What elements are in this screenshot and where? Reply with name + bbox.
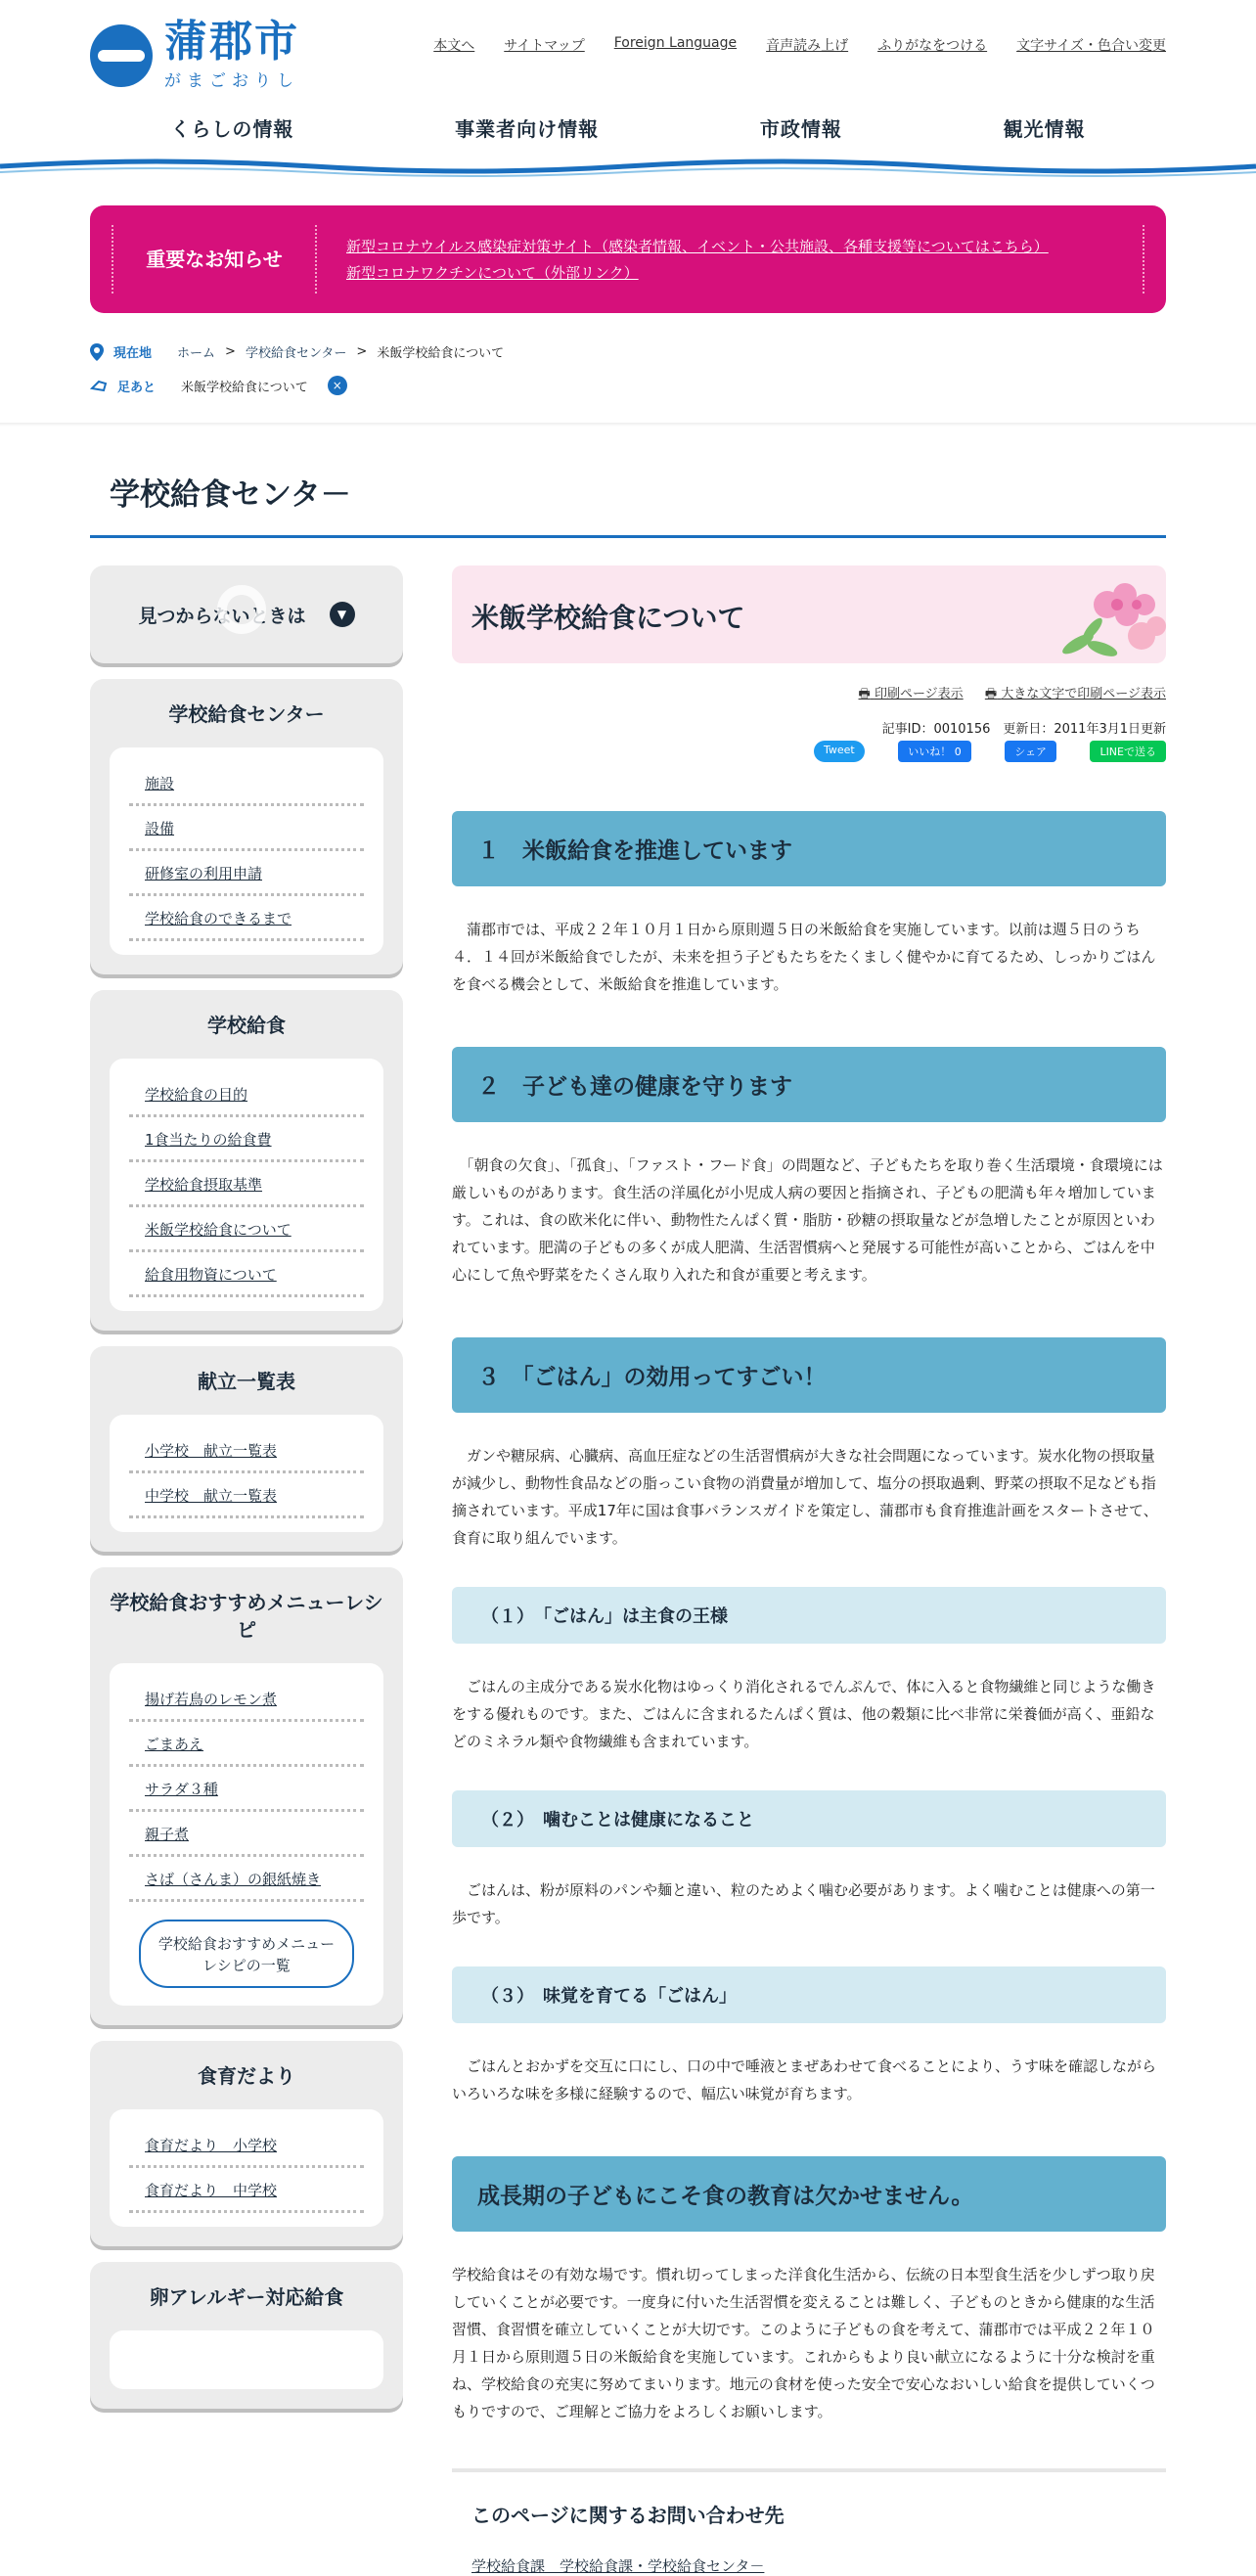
close-icon[interactable]: × (328, 376, 347, 395)
print-links (452, 683, 1166, 706)
sidebar-link[interactable]: 親子煮 (129, 1812, 364, 1857)
font-size-color-link[interactable]: 文字サイズ・色合い変更 (1016, 38, 1166, 54)
share-button[interactable]: シェア (1005, 741, 1056, 762)
sidebar-box-center (90, 679, 403, 974)
breadcrumb-separator: > (225, 344, 236, 359)
footprint-label: 足あと (117, 380, 157, 395)
footprint-icon (90, 379, 108, 392)
print-large-link[interactable] (985, 687, 1166, 701)
sidebar-link[interactable]: 揚げ若鳥のレモン煮 (129, 1677, 364, 1722)
line-share-button[interactable]: LINEで送る (1090, 741, 1166, 762)
sidebar-box-title: 食育だより (198, 2064, 295, 2088)
sidebar-link[interactable]: 給食用物資について (129, 1252, 364, 1297)
notice-link-covid-site[interactable]: 新型コロナウイルス感染症対策サイト（感染者情報、イベント・公共施設、各種支援等についてはこちら） (346, 238, 1049, 255)
furigana-link[interactable]: ふりがなをつける (877, 38, 988, 54)
read-aloud-link[interactable]: 音声読み上げ (766, 38, 849, 54)
article-paragraph: ごはんの主成分である炭水化物はゆっくり消化されるでんぷんで、体に入ると食物繊維と同じような働きをする優れものです。また、ごはんに含まれるたんぱく質は、他の穀類に比べ非常に栄養価が高く、亜鉛などのミネラル類や食物繊維も含まれています。 (452, 1678, 1156, 1750)
social-buttons (452, 741, 1166, 762)
logo-kanji: 蒲郡市 (164, 17, 299, 67)
article (452, 565, 1166, 2576)
breadcrumb-home[interactable]: ホーム (177, 346, 216, 361)
breadcrumb-separator: > (356, 344, 368, 359)
important-notice (90, 205, 1166, 313)
article-meta: 記事ID：0010156 更新日：2011年3月1日更新 (881, 722, 1166, 737)
recipe-list-button[interactable]: 学校給食おすすめメニューレシピの一覧 (139, 1920, 354, 1988)
printer-icon: 🖶 (858, 687, 871, 701)
sitemap-link[interactable]: サイトマップ (504, 38, 585, 54)
sidebar-box-title: 献立一覧表 (198, 1370, 295, 1393)
breadcrumb (90, 342, 504, 361)
sidebar-box-newsletter (90, 2041, 403, 2246)
sidebar-box-school-lunch (90, 990, 403, 1331)
sidebar-link[interactable]: さば（さんま）の銀紙焼き (129, 1857, 364, 1902)
sidebar-link[interactable]: サラダ３種 (129, 1767, 364, 1812)
sidebar-box-title: 卵アレルギー対応給食 (149, 2285, 344, 2309)
breadcrumb-current: 米飯学校給食について (377, 346, 505, 361)
page-title: 学校給食センタ－ (90, 470, 1166, 538)
subsection-heading: （３） 味覚を育てる「ごはん」 (452, 1966, 1166, 2023)
sidebar-link[interactable]: 1食当たりの給食費 (129, 1117, 364, 1162)
nav-business[interactable]: 事業者向け情報 (455, 117, 600, 141)
nav-living[interactable]: くらしの情報 (170, 117, 294, 141)
flower-decoration-icon (1049, 565, 1166, 663)
sidebar-link[interactable]: 施設 (129, 761, 364, 806)
inquiry-department[interactable]: 学校給食課 学校給食課・学校給食センタ－ (471, 2557, 765, 2575)
sidebar-box-menu-list (90, 1346, 403, 1552)
nav-city-government[interactable]: 市政情報 (759, 117, 842, 141)
header-wave-divider (0, 157, 1256, 178)
logo-kana: がまごおりし (164, 71, 299, 91)
article-paragraph: ごはんは、粉が原料のパンや麺と違い、粒のためよく噛む必要があります。よく噛むことは健康への第一歩です。 (452, 1881, 1155, 1926)
sidebar-link[interactable]: 食育だより 小学校 (129, 2123, 364, 2168)
magnifier-icon (217, 585, 266, 634)
sidebar-link[interactable]: 研修室の利用申請 (129, 851, 364, 896)
subsection-heading: （１） 「ごはん」は主食の王様 (452, 1587, 1166, 1644)
article-paragraph: ごはんとおかずを交互に口にし、口の中で唾液とまぜあわせて食べることにより、うす味を確認しながらいろいろな味を多様に経験するので、幅広い味覚が育ちます。 (452, 2057, 1157, 2102)
sidebar-link[interactable]: 設備 (129, 806, 364, 851)
article-paragraph: ガンや糖尿病、心臓病、高血圧症などの生活習慣病が大きな社会問題になっています。炭水化物の摂取量が減少し、動物性食品などの脂っこい食物の消費量が増加して、塩分の摂取過剰、野菜の摂取不足なども指摘されています。平成17年に国は食事バランスガイドを策定し、蒲郡市も食育推進計画をスタートさせて、食育に取り組んでいます。 (452, 1447, 1158, 1547)
foreign-language-link[interactable]: Foreign Language (613, 35, 738, 51)
sidebar-link[interactable]: 学校給食摂取基準 (129, 1162, 364, 1207)
inquiry-section (452, 2468, 1166, 2576)
print-label: 印刷ページ表示 (874, 687, 964, 701)
sidebar-link[interactable]: 米飯学校給食について (129, 1207, 364, 1252)
sidebar-box-title: 学校給食 (207, 1014, 286, 1037)
sidebar (90, 565, 403, 2424)
sidebar-link[interactable]: ごまあえ (129, 1722, 364, 1767)
main-nav (90, 113, 1166, 142)
sidebar-link[interactable]: 学校給食の目的 (129, 1072, 364, 1117)
article-body (452, 811, 1166, 2425)
section-heading: 成長期の子どもにこそ食の教育は欠かせません。 (452, 2156, 1166, 2232)
sidebar-box-allergy (90, 2262, 403, 2409)
notice-label: 重要なお知らせ (112, 225, 317, 294)
print-page-link[interactable] (859, 687, 964, 701)
utility-links (433, 35, 1166, 55)
section-heading: ２ 子ども達の健康を守ります (452, 1047, 1166, 1122)
sidebar-box-title: 学校給食センター (168, 702, 325, 726)
article-title: 米飯学校給食について (471, 602, 745, 634)
printer-icon: 🖶 (984, 687, 998, 701)
footprint-history (90, 376, 347, 395)
not-found-label: 見つからないときは (138, 605, 306, 627)
not-found-toggle[interactable] (90, 565, 403, 663)
nav-tourism[interactable]: 観光情報 (1003, 117, 1086, 141)
section-heading: ３ 「ごはん」の効用ってすごい！ (452, 1337, 1166, 1413)
city-emblem-icon (90, 24, 153, 87)
sidebar-link[interactable]: 食育だより 中学校 (129, 2168, 364, 2213)
inquiry-title: このページに関するお問い合わせ先 (471, 2504, 785, 2527)
notice-divider (1143, 225, 1144, 294)
chevron-down-icon: ▼ (330, 602, 355, 627)
sidebar-link[interactable]: 中学校 献立一覧表 (129, 1473, 364, 1518)
tweet-button[interactable]: Tweet (814, 741, 865, 762)
breadcrumb-center[interactable]: 学校給食センター (245, 346, 347, 361)
skip-to-content-link[interactable]: 本文へ (433, 38, 475, 54)
section-separator (0, 423, 1256, 427)
article-paragraph: 学校給食はその有効な場です。慣れ切ってしまった洋食化生活から、伝統の日本型食生活を少しずつ取り戻していくことが必要です。一度身に付いた生活習慣を変えることは難しく、子どものときから健康的な生活習慣、食習慣を確立していくことが大切です。このように子どもの食を考えて、蒲郡市では平成２２年１０月１日から原則週５日の米飯給食を実施しています。これからもより良い献立になるように十分な検討を重ね、学校給食の充実に努めてまいります。地元の食材を使った安全で安心なおいしい給食を提供していくつもりですので、ご理解とご協力をよろしくお願いします。 (452, 2266, 1155, 2420)
sidebar-box-title: 学校給食おすすめメニューレシピ (110, 1591, 383, 1642)
sidebar-box-recipes (90, 1567, 403, 2025)
section-heading: １ 米飯給食を推進しています (452, 811, 1166, 886)
breadcrumb-label: 現在地 (113, 346, 153, 361)
article-paragraph: 蒲郡市では、平成２２年１０月１日から原則週５日の米飯給食を実施しています。以前は週５日のうち４．１４回が米飯給食でしたが、未来を担う子どもたちをたくましく健やかに育てるため、しっかりごはんを食べる機会として、米飯給食を推進しています。 (452, 921, 1156, 993)
article-paragraph: 「朝食の欠食」、「孤食」、「ファスト・フード食」の問題など、子どもたちを取り巻く生活環境・食環境には厳しいものがあります。食生活の洋風化が小児成人病の要因と指摘され、子どもの肥満も年々増加しています。これは、食の欧米化に伴い、動物性たんぱく質・脂肪・砂糖の摂取量などが急増したことが原因といわれています。肥満の子どもの多くが成人肥満、生活習慣病へと発展する可能性が高いことから、ごはんを中心にして魚や野菜をたくさん取り入れた和食が重要と考えます。 (452, 1156, 1163, 1284)
article-title-banner (452, 565, 1166, 663)
sidebar-link[interactable]: 小学校 献立一覧表 (129, 1428, 364, 1473)
like-button[interactable]: いいね！ 0 (898, 741, 971, 762)
footprint-item[interactable]: 米飯学校給食について (181, 380, 308, 395)
notice-link-vaccine[interactable]: 新型コロナワクチンについて（外部リンク） (346, 264, 639, 282)
sidebar-link[interactable]: 学校給食のできるまで (129, 896, 364, 941)
subsection-heading: （２） 噛むことは健康になること (452, 1790, 1166, 1847)
site-logo[interactable] (90, 17, 299, 91)
site-header (0, 0, 1256, 176)
location-pin-icon (90, 343, 104, 361)
print-large-label: 大きな文字で印刷ページ表示 (1001, 687, 1166, 701)
